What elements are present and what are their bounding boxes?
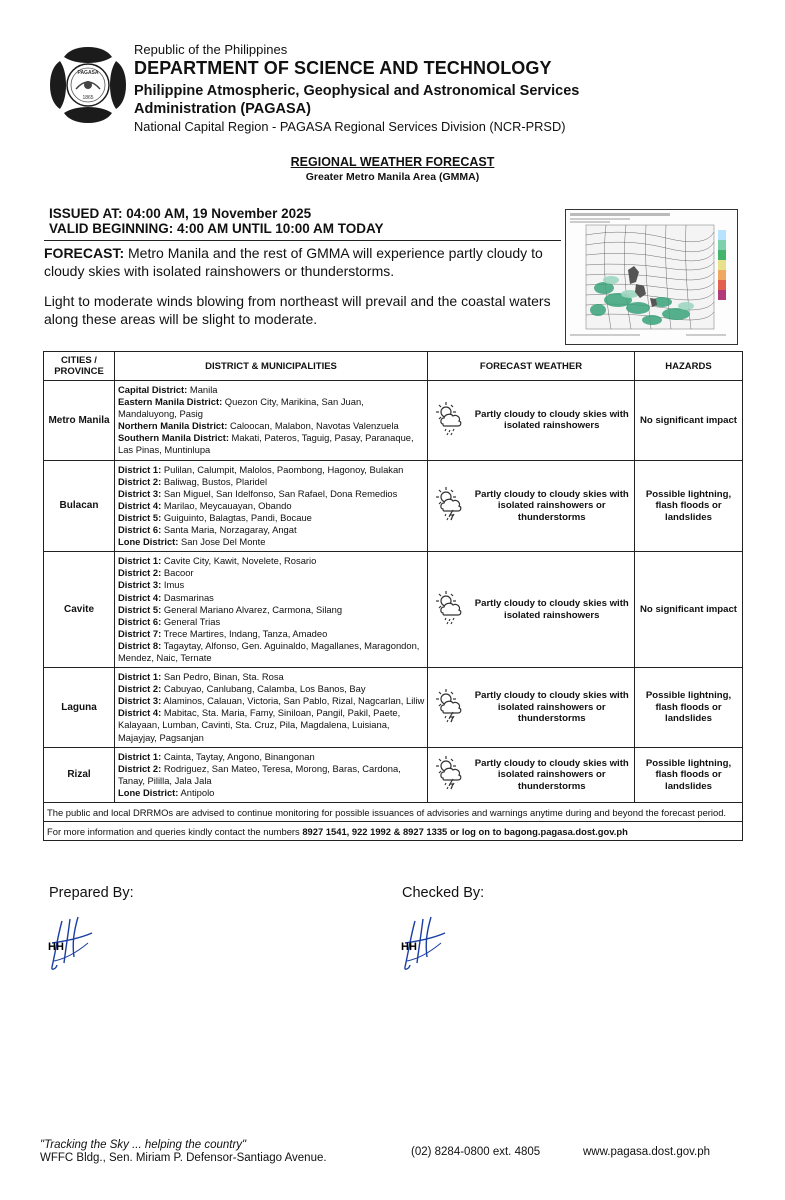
district-label: Capital District: [118,384,188,395]
forecast-weather-cell: Partly cloudy to cloudy skies with isolated rainshowers or thunderstorms [470,460,635,552]
document-title: REGIONAL WEATHER FORECAST [290,155,495,169]
district-label: District 2: [118,475,162,487]
table-row [44,747,743,802]
district-cell [115,668,428,748]
district-line [118,671,425,683]
district-line [118,488,425,500]
divider [44,240,561,241]
checked-signature [397,913,459,975]
district-municipalities: Alaminos, Calauan, Victoria, San Pablo, Rizal, Nagcarlan, Liliw [161,695,425,707]
district-municipalities: San Jose Del Monte [178,536,266,548]
district-municipalities: Tagaytay, Alfonso, Gen. Aguinaldo, Magallanes, Maragondon, Mendez, Naic, Ternate [118,639,420,663]
weather-icon-cell [428,668,470,748]
forecast-text: Metro Manila and the rest of GMMA will experience partly cloudy to cloudy skies with isolated rainshowers or thunderstorms. [44,245,543,279]
district-municipalities: Cavite City, Kawit, Novelete, Rosario [161,555,317,567]
district-label: District 8: [118,639,162,651]
valid-period: VALID BEGINNING: 4:00 AM UNTIL 10:00 AM TODAY [49,221,384,236]
district-label: District 3: [118,487,162,499]
district-label: District 7: [118,627,162,639]
city-cell: Metro Manila [44,381,115,461]
footer-phone: (02) 8284-0800 ext. 4805 [411,1146,541,1158]
city-cell: Cavite [44,552,115,668]
forecast-table [43,351,743,841]
district-label: District 3: [118,695,162,707]
district-label: District 1: [118,671,162,683]
header-weather: FORECAST WEATHER [428,352,635,381]
district-label: District 6: [118,615,162,627]
district-municipalities: General Trias [161,615,221,627]
logo-text: PAGASA [77,70,99,76]
header-city: CITIES / PROVINCE [44,352,115,381]
district-label: District 1: [118,555,162,567]
district-municipalities: Antipolo [178,786,215,798]
republic-label: Republic of the Philippines [134,42,288,57]
district-line [118,567,425,579]
pagasa-logo [48,45,128,125]
district-line [118,579,425,591]
weather-map-image [565,209,738,345]
district-cell [115,747,428,802]
header-hazards: HAZARDS [635,352,743,381]
district-municipalities: Santa Maria, Norzagaray, Angat [161,524,297,536]
checked-by-label: Checked By: [402,885,485,901]
district-line [118,500,425,512]
header-district: DISTRICT & MUNICIPALITIES [115,352,428,381]
district-municipalities: Quezon City, Marikina, San Juan, Mandaluyong, Pasig [118,396,364,420]
forecast-label: FORECAST: [44,245,125,261]
agency-name: Philippine Atmospheric, Geophysical and Astronomical Services Administration (PAGASA) [134,83,580,117]
table-row [44,381,743,461]
district-municipalities: Guiguinto, Balagtas, Pandi, Bocaue [161,511,312,523]
hazards-cell: Possible lightning, flash floods or landslides [635,747,743,802]
district-line [118,524,425,536]
district-municipalities: Pulilan, Calumpit, Malolos, Paombong, Hagonoy, Bulakan [161,463,404,475]
district-municipalities: Cainta, Taytay, Angono, Binangonan [161,750,315,762]
district-cell [115,552,428,668]
district-municipalities: Imus [161,579,185,591]
district-line [118,464,425,476]
district-municipalities: Cabuyao, Canlubang, Calamba, Los Banos, Bay [161,683,366,695]
weather-icon-cell [428,381,470,461]
prepared-by-label: Prepared By: [49,885,134,901]
forecast-weather-cell: Partly cloudy to cloudy skies with isolated rainshowers [470,552,635,668]
footer-address: WFFC Bldg., Sen. Miriam P. Defensor-Santiago Avenue. [40,1152,327,1164]
district-line [118,763,425,787]
district-label: District 4: [118,707,162,719]
district-label: District 3: [118,579,162,591]
table-row [44,668,743,748]
district-line [118,592,425,604]
district-line [118,707,425,743]
checked-initials: HH [401,941,417,953]
partly-cloudy-rain-icon [432,589,466,625]
division-name: National Capital Region - PAGASA Regional Services Division (NCR-PRSD) [134,119,566,134]
district-label: District 2: [118,683,162,695]
district-cell [115,460,428,552]
district-line [118,432,425,456]
weather-icon-cell [428,552,470,668]
thunderstorm-icon [432,754,466,790]
district-line [118,384,425,396]
district-line [118,396,425,420]
district-municipalities: Baliwag, Bustos, Plaridel [161,475,268,487]
forecast-weather-cell: Partly cloudy to cloudy skies with isolated rainshowers or thunderstorms [470,747,635,802]
prepared-initials: HH [48,941,64,953]
district-line [118,751,425,763]
prepared-signature [44,913,106,975]
district-label: Lone District: [118,536,179,548]
thunderstorm-icon [432,485,466,521]
advisory-row [44,803,743,822]
table-header-row [44,352,743,381]
district-label: Northern Manila District: [118,420,228,432]
weather-icon-cell [428,747,470,802]
district-label: District 6: [118,524,162,536]
district-line [118,628,425,640]
district-label: District 4: [118,499,162,511]
winds-paragraph: Light to moderate winds blowing from northeast will prevail and the coastal waters along these areas will be slight to moderate. [44,293,551,327]
district-label: District 4: [118,591,162,603]
district-line [118,536,425,548]
district-municipalities: Makati, Pateros, Taguig, Pasay, Paranaque, Las Pinas, Muntinlupa [118,432,414,456]
district-municipalities: Rodriguez, San Mateo, Teresa, Morong, Baras, Cardona, Tanay, Pililla, Jala Jala [118,762,401,786]
department-name: DEPARTMENT OF SCIENCE AND TECHNOLOGY [134,58,552,78]
district-municipalities: Dasmarinas [161,591,214,603]
district-line [118,695,425,707]
forecast-weather-cell: Partly cloudy to cloudy skies with isolated rainshowers [470,381,635,461]
district-municipalities: San Miguel, San Idelfonso, San Rafael, Dona Remedios [161,487,398,499]
district-municipalities: Marilao, Meycauayan, Obando [161,499,292,511]
hazards-cell: Possible lightning, flash floods or landslides [635,668,743,748]
hazards-cell: No significant impact [635,381,743,461]
district-label: Southern Manila District: [118,432,229,444]
footer-tagline: "Tracking the Sky ... helping the country" [40,1139,247,1151]
logo-year: 1865 [82,95,94,101]
district-municipalities: Bacoor [161,567,194,579]
district-line [118,604,425,616]
district-line [118,616,425,628]
district-label: District 5: [118,511,162,523]
table-row [44,552,743,668]
hazards-cell: Possible lightning, flash floods or landslides [635,460,743,552]
district-municipalities: Trece Martires, Indang, Tanza, Amadeo [161,627,328,639]
district-line [118,683,425,695]
district-label: Lone District: [118,786,179,798]
thunderstorm-icon [432,687,466,723]
footer-website: www.pagasa.dost.gov.ph [583,1146,711,1158]
partly-cloudy-rain-icon [432,400,466,436]
district-line [118,787,425,799]
table-row [44,460,743,552]
district-municipalities: General Mariano Alvarez, Carmona, Silang [161,603,343,615]
forecast-paragraph [44,244,560,280]
city-cell: Rizal [44,747,115,802]
contact-row [44,822,743,841]
district-line [118,420,425,432]
district-label: District 1: [118,750,162,762]
district-label: District 2: [118,567,162,579]
hazards-cell: No significant impact [635,552,743,668]
district-label: District 1: [118,463,162,475]
contact-numbers: 8927 1541, 922 1992 & 8927 1335 or log on to bagong.pagasa.dost.gov.ph [302,825,628,837]
district-municipalities: Manila [187,384,218,395]
district-label: Eastern Manila District: [118,396,223,408]
city-cell: Laguna [44,668,115,748]
district-cell [115,381,428,461]
issue-info [49,206,384,236]
city-cell: Bulacan [44,460,115,552]
weather-icon-cell [428,460,470,552]
district-label: District 5: [118,603,162,615]
district-municipalities: Mabitac, Sta. Maria, Famy, Siniloan, Pangil, Pakil, Paete, Kalayaan, Lumban, Cavinti, Sta. Cruz, Pila, Magdalena, Luisiana, Majayjay, Pagsanjan [118,707,401,743]
district-municipalities: San Pedro, Binan, Sta. Rosa [161,671,284,683]
district-line [118,555,425,567]
district-municipalities: Caloocan, Malabon, Navotas Valenzuela [227,420,399,432]
district-label: District 2: [118,762,162,774]
document-subtitle: Greater Metro Manila Area (GMMA) [305,171,480,183]
district-line [118,476,425,488]
district-line [118,512,425,524]
contact-note: For more information and queries kindly contact the numbers 8927 1541, 922 1992 & 8927 1335 or log on to bagong.pagasa.dost.gov.ph [44,822,743,841]
advisory-note: The public and local DRRMOs are advised to continue monitoring for possible issuances of advisories and warnings anytime during and beyond the forecast period. [44,803,743,822]
district-line [118,640,425,664]
issued-at: ISSUED AT: 04:00 AM, 19 November 2025 [49,206,312,221]
forecast-weather-cell: Partly cloudy to cloudy skies with isolated rainshowers or thunderstorms [470,668,635,748]
